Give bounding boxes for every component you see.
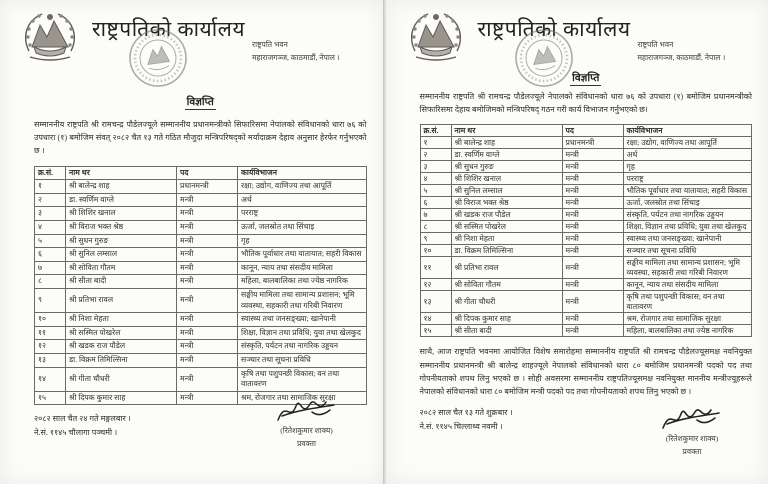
cell-portfolio: परराष्ट्र [238, 207, 367, 221]
col-post: पद [177, 166, 238, 180]
cell-post: मन्त्री [177, 220, 238, 234]
signatory-name: (रितेशकुमार शाक्य) [665, 434, 719, 443]
cell-portfolio: गृह [623, 161, 752, 173]
cell-serial-number: १२ [35, 340, 66, 354]
cell-full-name: श्री दिपक कुमार साह [451, 313, 562, 325]
cell-post: मन्त्री [562, 245, 623, 257]
col-full-name: नाम थर [66, 166, 177, 180]
notice-subject-heading: विज्ञप्ति [186, 97, 214, 108]
table-header-row [420, 125, 752, 137]
cell-portfolio: श्रम, रोजगार तथा सामाजिक सुरक्षा [238, 391, 367, 405]
cell-full-name: श्री खडक राज पौडेल [66, 340, 177, 354]
cell-serial-number: ७ [420, 209, 451, 221]
cell-serial-number: २ [420, 149, 451, 161]
cell-post: मन्त्री [177, 288, 238, 312]
table-row [35, 193, 367, 207]
letterhead-address [252, 39, 340, 64]
cell-post: मन्त्री [562, 197, 623, 209]
cell-post: मन्त्री [562, 209, 623, 221]
table-row [35, 288, 367, 312]
cell-portfolio: संस्कृति, पर्यटन तथा नागरिक उड्डयन [238, 340, 367, 354]
signature-block [640, 404, 744, 457]
cell-full-name: श्री निशा मेहता [451, 233, 562, 245]
col-serial-number: क्र.सं. [35, 166, 66, 180]
cell-portfolio: सञ्चार तथा सूचना प्रविधि [623, 245, 752, 257]
cell-portfolio: गृह [238, 234, 367, 248]
cell-post: मन्त्री [562, 173, 623, 185]
cell-portfolio: कानून, न्याय तथा संसदीय मामिला [238, 261, 367, 275]
address-line-2: महाराजगञ्ज, काठमाडौं, नेपाल । [252, 52, 340, 62]
office-stamp-icon [127, 27, 189, 89]
cell-post: मन्त्री [177, 367, 238, 391]
cell-portfolio: सङ्घीय मामिला तथा सामान्य प्रशासन; भूमि व्यवस्था, सहकारी तथा गरिबी निवारण [238, 288, 367, 312]
cell-serial-number: १४ [420, 313, 451, 325]
cell-full-name: श्री शिशिर खनाल [66, 207, 177, 221]
cell-portfolio: महिला, बालबालिका तथा ज्येष्ठ नागरिक [623, 325, 752, 337]
cell-serial-number: १५ [420, 325, 451, 337]
cell-portfolio: श्रम, रोजगार तथा सामाजिक सुरक्षा [623, 313, 752, 325]
col-serial-number: क्र.सं. [420, 125, 451, 137]
table-row [35, 326, 367, 340]
table-row [35, 220, 367, 234]
cell-serial-number: १० [35, 313, 66, 327]
cell-full-name: श्री बालेन्द्र शाह [451, 137, 562, 149]
table-row [35, 340, 367, 354]
cell-serial-number: ६ [420, 197, 451, 209]
cell-post: मन्त्री [562, 149, 623, 161]
cell-post: मन्त्री [562, 161, 623, 173]
cell-portfolio: भौतिक पूर्वाधार तथा यातायात; सहरी विकास [623, 185, 752, 197]
cell-post: प्रधानमन्त्री [562, 137, 623, 149]
cell-post: मन्त्री [562, 313, 623, 325]
table-header-row [35, 166, 367, 180]
table-row [420, 325, 752, 337]
cell-portfolio: महिला, बालबालिका तथा ज्येष्ठ नागरिक [238, 275, 367, 289]
cell-serial-number: १३ [420, 291, 451, 313]
signature-icon [272, 396, 342, 426]
office-name: राष्ट्रपतिको कार्यालय [92, 17, 246, 41]
cell-post: मन्त्री [562, 279, 623, 291]
cell-full-name: श्री विराज भक्त श्रेष्ठ [66, 220, 177, 234]
coat-of-arms-icon [406, 7, 466, 63]
cell-full-name: श्री दिपक कुमार साह [66, 391, 177, 405]
cell-full-name: श्री सुधन गुरुङ [451, 161, 562, 173]
cell-full-name: श्री खडक राज पौडेल [451, 209, 562, 221]
cell-full-name: श्री प्रतिभा रावल [66, 288, 177, 312]
cell-full-name: श्री शिशिर खनाल [451, 173, 562, 185]
cell-portfolio: रक्षा; उद्योग, वाणिज्य तथा आपूर्ति [623, 137, 752, 149]
cell-post: प्रधानमन्त्री [177, 180, 238, 194]
cell-portfolio: स्वास्थ्य तथा जनसङ्ख्या; खानेपानी [623, 233, 752, 245]
address-line-1: राष्ट्रपति भवन [637, 40, 674, 49]
cell-serial-number: ८ [35, 275, 66, 289]
cabinet-table-header [35, 166, 367, 180]
date-ns: ने.सं. ११४५ चिल्लाथ्व नवमी । [419, 421, 503, 431]
table-row [420, 279, 752, 291]
table-row [420, 233, 752, 245]
cell-portfolio: सङ्घीय मामिला तथा सामान्य प्रशासन; भूमि व्यवस्था, सहकारी तथा गरिबी निवारण [623, 257, 752, 279]
cell-post: मन्त्री [177, 207, 238, 221]
table-row [420, 185, 752, 197]
cell-serial-number: ८ [420, 221, 451, 233]
intro-paragraph: सम्माननीय राष्ट्रपति श्री रामचन्द्र पौडेलज्यूले सम्माननीय प्रधानमन्त्रीको सिफारिसमा नेपालको संविधानको धारा ७६ को उपधारा (१) बमोजिम संवत् २०८२ चैत १३ गते गठित मौजुदा मन्त्रिपरिषद्को मर्यादाक्रम देहाय अनुसार हेरफेर गर्नुभएको छ । [34, 120, 367, 156]
cell-post: मन्त्री [562, 221, 623, 233]
signature-block [255, 396, 359, 449]
cell-portfolio: ऊर्जा, जलस्रोत तथा सिंचाइ [623, 197, 752, 209]
table-row [420, 173, 752, 185]
cell-post: मन्त्री [177, 340, 238, 354]
cell-post: मन्त्री [177, 353, 238, 367]
cell-serial-number: १ [420, 137, 451, 149]
cell-full-name: श्री प्रतिभा रावल [451, 257, 562, 279]
cabinet-table-body [35, 180, 367, 405]
col-full-name: नाम थर [451, 125, 562, 137]
page-body [34, 95, 367, 439]
cell-full-name: श्री सुनिल लम्साल [66, 248, 177, 262]
table-row [35, 261, 367, 275]
cell-full-name: डा. विक्रम तिमिल्सिना [66, 353, 177, 367]
intro-paragraph: सम्माननीय राष्ट्रपति श्री रामचन्द्र पौडेलज्यूले नेपालको संविधानको धारा ७६ को उपधारा (१) बमोजिम प्रधानमन्त्रीको सिफारिसमा देहाय बमोजिमको मन्त्रिपरिषद् गठन गरी कार्य विभाजन गर्नुभएको छ। [419, 92, 752, 115]
signature-icon [657, 404, 727, 434]
cell-full-name: श्री सुनिल लम्साल [451, 185, 562, 197]
cell-post: मन्त्री [177, 313, 238, 327]
cell-portfolio: अर्थ [623, 149, 752, 161]
cell-serial-number: १५ [35, 391, 66, 405]
signatory-designation: प्रवक्ता [682, 447, 702, 456]
cell-portfolio: रक्षा; उद्योग, वाणिज्य तथा आपूर्ति [238, 180, 367, 194]
cell-full-name: श्री गीता चौधरी [66, 367, 177, 391]
cell-serial-number: १ [35, 180, 66, 194]
cell-full-name: श्री गीता चौधरी [451, 291, 562, 313]
cell-serial-number: ११ [35, 326, 66, 340]
cabinet-table-body [420, 137, 752, 337]
cell-post: मन्त्री [177, 275, 238, 289]
cell-portfolio: भौतिक पूर्वाधार तथा यातायात; सहरी विकास [238, 248, 367, 262]
cell-serial-number: १३ [35, 353, 66, 367]
cell-portfolio: संस्कृति, पर्यटन तथा नागरिक उड्डयन [623, 209, 752, 221]
cell-portfolio: सञ्चार तथा सूचना प्रविधि [238, 353, 367, 367]
cell-post: मन्त्री [177, 248, 238, 262]
cell-portfolio: शिक्षा, विज्ञान तथा प्रविधि; युवा तथा खेलकुद [623, 221, 752, 233]
table-row [420, 291, 752, 313]
cell-serial-number: ३ [420, 161, 451, 173]
cell-post: मन्त्री [177, 193, 238, 207]
table-row [420, 161, 752, 173]
cell-serial-number: ४ [35, 220, 66, 234]
cell-full-name: श्री सीता बादी [451, 325, 562, 337]
cell-full-name: डा. विक्रम तिमिल्सिना [451, 245, 562, 257]
oath-paragraph: साथै, आज राष्ट्रपति भवनमा आयोजित विशेष समारोहमा सम्माननीय राष्ट्रपति श्री रामचन्द्र पौडेलज्यूसमक्ष नवनियुक्त सम्माननीय प्रधानमन्त्री श्री बालेन्द्र शाहज्यूले नेपालको संविधानको धारा ८० बमोजिम प्रधानमन्त्री पदको पद तथा गोपनीयताको शपथ लिनु भएको छ । सोही अवसरमा सम्माननीय राष्ट्रपतिज्यूसमक्ष नवनियुक्त माननीय मन्त्रीज्यूहरूले नेपालको संविधानको धारा ८० बमोजिम मन्त्री पदको पद तथा गोपनीयताको शपथ लिनु भएको छ । [419, 347, 752, 397]
table-row [35, 367, 367, 391]
cabinet-table [420, 124, 753, 337]
cell-serial-number: ५ [420, 185, 451, 197]
cell-full-name: श्री सीता बादी [66, 275, 177, 289]
table-row [35, 248, 367, 262]
table-row [420, 197, 752, 209]
page-body [420, 71, 753, 433]
cabinet-table [34, 166, 367, 406]
col-portfolio: कार्यविभाजन [238, 166, 367, 180]
table-row [35, 313, 367, 327]
cell-post: मन्त्री [177, 261, 238, 275]
date-bs: २०८२ साल चैत १३ गते शुक्रबार । [419, 408, 513, 418]
date-ns: ने.सं. ११४५ चौलागा पञ्चमी । [34, 427, 118, 437]
letterhead-address [638, 39, 726, 64]
cell-serial-number: १२ [420, 279, 451, 291]
notice-page-formation [385, 0, 768, 484]
table-row [35, 180, 367, 194]
cell-post: मन्त्री [562, 291, 623, 313]
table-row [420, 257, 752, 279]
cell-full-name: डा. स्वर्णिम वाग्ले [66, 193, 177, 207]
cabinet-table-header [420, 125, 752, 137]
cell-serial-number: ९ [420, 233, 451, 245]
address-line-1: राष्ट्रपति भवन [252, 40, 288, 49]
cell-serial-number: ७ [35, 261, 66, 275]
cell-portfolio: स्वास्थ्य तथा जनसङ्ख्या; खानेपानी [238, 313, 367, 327]
cell-serial-number: ११ [420, 257, 451, 279]
cell-portfolio: अर्थ [238, 193, 367, 207]
cell-serial-number: २ [35, 193, 66, 207]
cell-full-name: श्री बालेन्द्र शाह [66, 180, 177, 194]
table-row [35, 275, 367, 289]
cell-post: मन्त्री [562, 233, 623, 245]
table-row [35, 234, 367, 248]
office-name: राष्ट्रपतिको कार्यालय [477, 17, 631, 41]
cell-full-name: श्री निशा मेहता [66, 313, 177, 327]
cell-serial-number: १४ [35, 367, 66, 391]
cell-full-name: श्री सस्मित पोखरेल [66, 326, 177, 340]
cell-full-name: डा. स्वर्णिम वाग्ले [451, 149, 562, 161]
cell-post: मन्त्री [562, 185, 623, 197]
cell-full-name: श्री सोविता गौतम [66, 261, 177, 275]
coat-of-arms-icon [20, 7, 80, 63]
cell-post: मन्त्री [177, 391, 238, 405]
cell-serial-number: ९ [35, 288, 66, 312]
table-row [35, 207, 367, 221]
cell-serial-number: ६ [35, 248, 66, 262]
cell-serial-number: ३ [35, 207, 66, 221]
table-row [420, 137, 752, 149]
cell-portfolio: कानून, न्याय तथा संसदीय मामिला [623, 279, 752, 291]
cell-serial-number: १० [420, 245, 451, 257]
table-row [420, 245, 752, 257]
cell-full-name: श्री सस्मित पोखरेल [451, 221, 562, 233]
cell-serial-number: ४ [420, 173, 451, 185]
notice-subject-heading: विज्ञप्ति [572, 73, 600, 84]
table-row [420, 209, 752, 221]
table-row [35, 353, 367, 367]
cell-post: मन्त्री [177, 326, 238, 340]
cell-full-name: श्री सोविता गौतम [451, 279, 562, 291]
table-row [420, 313, 752, 325]
table-row [420, 149, 752, 161]
address-line-2: महाराजगञ्ज, काठमाडौं, नेपाल । [637, 52, 726, 62]
cell-post: मन्त्री [562, 257, 623, 279]
cell-portfolio: परराष्ट्र [623, 173, 752, 185]
table-row [420, 221, 752, 233]
signatory-designation: प्रवक्ता [297, 439, 316, 448]
signatory-name: (रितेशकुमार शाक्य) [280, 426, 333, 435]
cell-post: मन्त्री [177, 234, 238, 248]
cell-post: मन्त्री [562, 325, 623, 337]
cell-full-name: श्री विराज भक्त श्रेष्ठ [451, 197, 562, 209]
cell-portfolio: ऊर्जा, जलस्रोत तथा सिंचाइ [238, 220, 367, 234]
cell-serial-number: ५ [35, 234, 66, 248]
date-bs: २०८२ साल चैत २४ गते मङ्गलबार । [34, 414, 131, 424]
col-portfolio: कार्यविभाजन [623, 125, 752, 137]
cell-portfolio: कृषि तथा पशुपन्छी विकास; वन तथा वातावरण [623, 291, 752, 313]
cell-portfolio: शिक्षा, विज्ञान तथा प्रविधि; युवा तथा खेलकुद [238, 326, 367, 340]
cell-portfolio: कृषि तथा पशुपन्छी विकास; वन तथा वातावरण [238, 367, 367, 391]
cell-full-name: श्री सुधन गुरुङ [66, 234, 177, 248]
col-post: पद [562, 125, 623, 137]
